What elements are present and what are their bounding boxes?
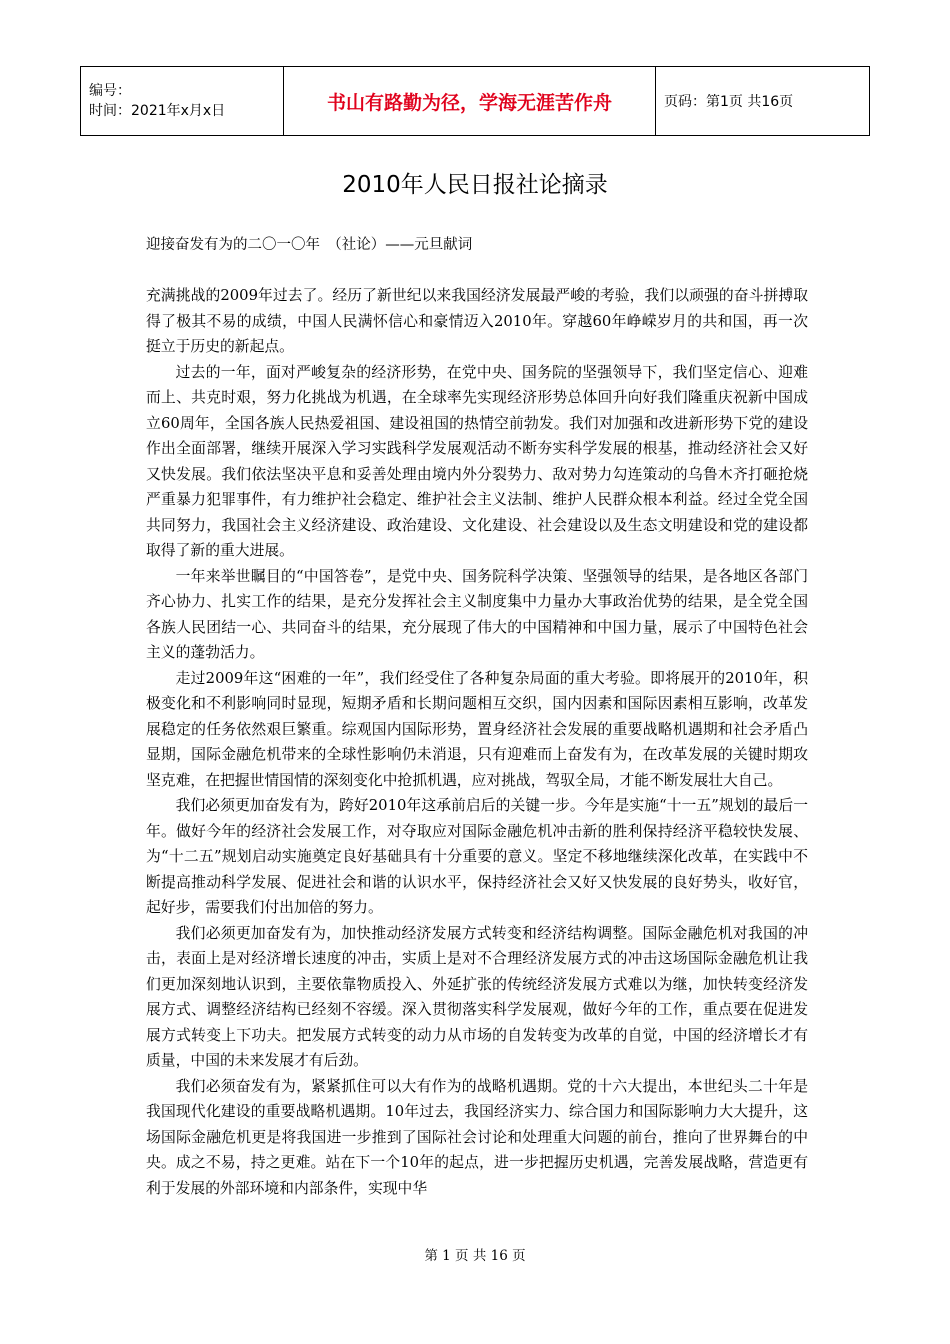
article-body	[146, 283, 808, 1201]
document-time-label: 时间：2021年x月x日	[89, 103, 226, 119]
header-motto: 书山有路勤为径，学海无涯苦作舟	[284, 67, 656, 135]
paragraph-3: 一年来举世瞩目的“中国答卷”，是党中央、国务院科学决策、坚强领导的结果，是各地区各部门齐心协力、扎实工作的结果，是充分发挥社会主义制度集中力量办大事政治优势的结果，是全党全国各族人民团结一心、共同奋斗的结果，充分展现了伟大的中国精神和中国力量，展示了中国特色社会主义的蓬勃活力。	[146, 567, 808, 661]
paragraph-4: 走过2009年这“困难的一年”，我们经受住了各种复杂局面的重大考验。即将展开的2010年，积极变化和不利影响同时显现，短期矛盾和长期问题相互交织，国内因素和国际因素相互影响，改革发展稳定的任务依然艰巨繁重。综观国内国际形势，置身经济社会发展的重要战略机遇期和社会矛盾凸显期，国际金融危机带来的全球性影响仍未消退，只有迎难而上奋发有为，在改革发展的关键时期攻坚克难，在把握世情国情的深刻变化中抢抓机遇，应对挑战，驾驭全局，才能不断发展壮大自己。	[146, 669, 808, 789]
header-meta	[81, 67, 284, 135]
paragraph-7: 我们必须奋发有为，紧紧抓住可以大有作为的战略机遇期。党的十六大提出，本世纪头二十年是我国现代化建设的重要战略机遇期。10年过去，我国经济实力、综合国力和国际影响力大大提升，这场国际金融危机更是将我国进一步推到了国际社会讨论和处理重大问题的前台，推向了世界舞台的中央。成之不易，持之更难。站在下一个10年的起点，进一步把握历史机遇，完善发展战略，营造更有利于发展的外部环境和内部条件，实现中华	[146, 1077, 808, 1197]
header-page-info: 页码：第1页 共16页	[664, 94, 794, 110]
header-table	[80, 66, 870, 136]
paragraph-2: 过去的一年，面对严峻复杂的经济形势，在党中央、国务院的坚强领导下，我们坚定信心、迎难而上、共克时艰，努力化挑战为机遇，在全球率先实现经济形势总体回升向好我们隆重庆祝新中国成立60周年，全国各族人民热爱祖国、建设祖国的热情空前勃发。我们对加强和改进新形势下党的建设作出全面部署，继续开展深入学习实践科学发展观活动不断夯实科学发展的根基，推动经济社会又好又快发展。我们依法坚决平息和妥善处理由境内外分裂势力、敌对势力勾连策动的乌鲁木齐打砸抢烧严重暴力犯罪事件，有力维护社会稳定、维护社会主义法制、维护人民群众根本利益。经过全党全国共同努力，我国社会主义经济建设、政治建设、文化建设、社会建设以及生态文明建设和党的建设都取得了新的重大进展。	[146, 363, 808, 559]
page-footer: 第 1 页 共 16 页	[424, 1248, 526, 1264]
paragraph-6: 我们必须更加奋发有为，加快推动经济发展方式转变和经济结构调整。国际金融危机对我国的冲击，表面上是对经济增长速度的冲击，实质上是对不合理经济发展方式的冲击这场国际金融危机让我们更加深刻地认识到，主要依靠物质投入、外延扩张的传统经济发展方式难以为继，加快转变经济发展方式、调整经济结构已经刻不容缓。深入贯彻落实科学发展观，做好今年的工作，重点要在促进发展方式转变上下功夫。把发展方式转变的动力从市场的自发转变为改革的自觉，中国的经济增长才有质量，中国的未来发展才有后劲。	[146, 924, 808, 1069]
document-title: 2010年人民日报社论摘录	[342, 172, 608, 198]
paragraph-5: 我们必须更加奋发有为，跨好2010年这承前启后的关键一步。今年是实施“十一五”规划的最后一年。做好今年的经济社会发展工作，对夺取应对国际金融危机冲击新的胜利保持经济平稳较快发展、为“十二五”规划启动实施奠定良好基础具有十分重要的意义。坚定不移地继续深化改革，在实践中不断提高推动科学发展、促进社会和谐的认识水平，保持经济社会又好又快发展的良好势头，收好官，起好步，需要我们付出加倍的努力。	[146, 797, 808, 916]
document-number-label: 编号：	[89, 83, 131, 99]
paragraph-1: 充满挑战的2009年过去了。经历了新世纪以来我国经济发展最严峻的考验，我们以顽强的奋斗拼搏取得了极其不易的成绩，中国人民满怀信心和豪情迈入2010年。穿越60年峥嵘岁月的共和国，再一次挺立于历史的新起点。	[146, 287, 808, 355]
article-subtitle: 迎接奋发有为的二〇一〇年 （社论）——元旦献词	[146, 237, 473, 253]
